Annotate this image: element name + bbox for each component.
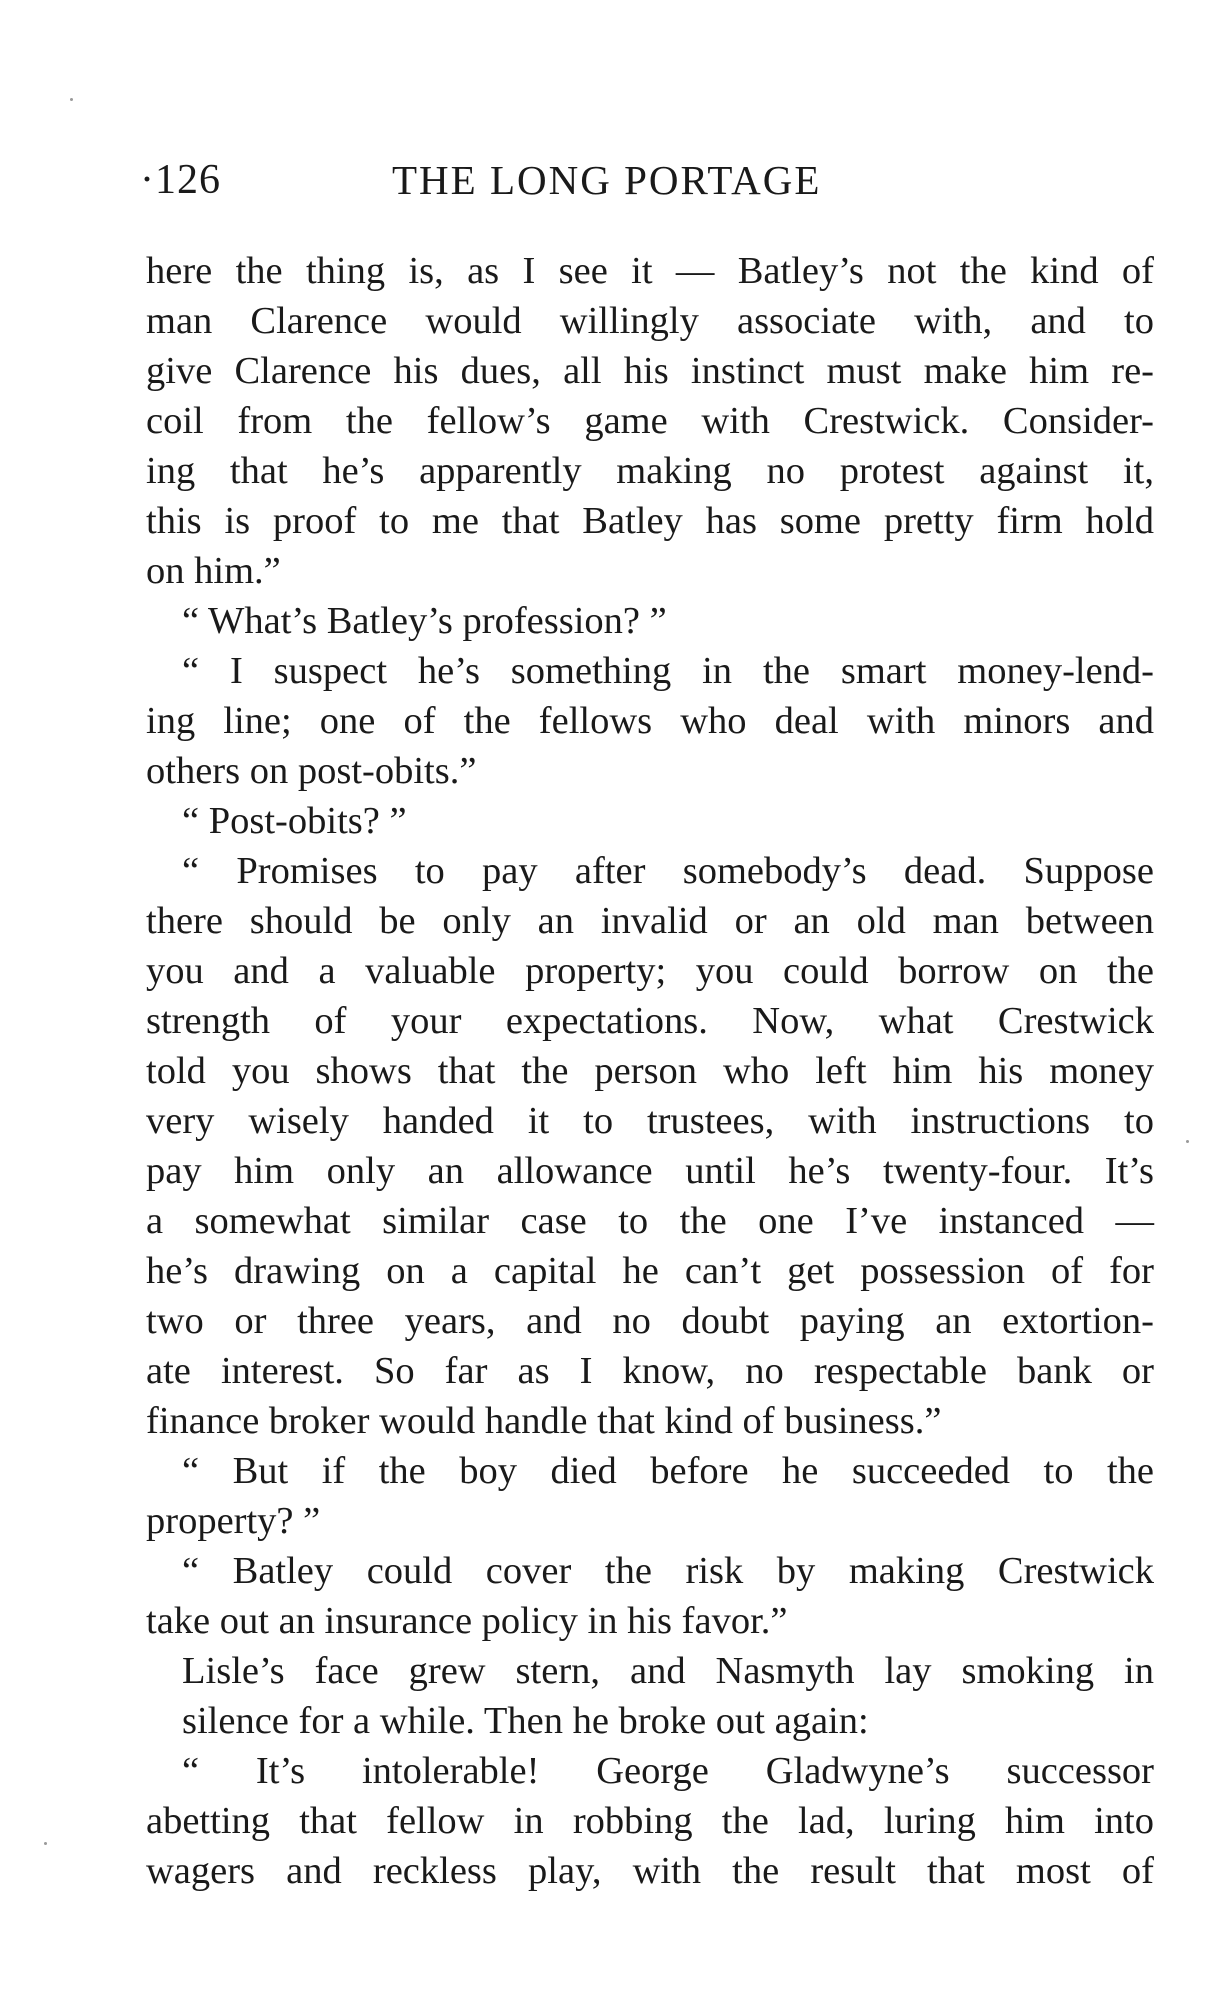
text-line: there should be only an invalid or an old man between [146,900,1154,942]
text-line: this is proof to me that Batley has some pretty firm hold [146,500,1154,542]
text-line: told you shows that the person who left him his money [146,1050,1154,1092]
text-line: man Clarence would willingly associate with, and to [146,300,1154,342]
text-line: ing line; one of the fellows who deal with minors and [146,700,1154,742]
text-line: pay him only an allowance until he’s twenty-four. It’s [146,1150,1154,1192]
paper-speck [1186,1140,1189,1143]
text-line: finance broker would handle that kind of business.” [146,1400,942,1442]
text-line: silence for a while. Then he broke out again: [182,1700,869,1742]
text-line: others on post-obits.” [146,750,477,792]
running-head [140,150,1150,210]
text-line: very wisely handed it to trustees, with instructions to [146,1100,1154,1142]
text-line: ate interest. So far as I know, no respectable bank or [146,1350,1154,1392]
text-line: abetting that fellow in robbing the lad, luring him into [146,1800,1154,1842]
text-line: coil from the fellow’s game with Crestwick. Consider- [146,400,1154,442]
text-line: “ What’s Batley’s profession? ” [182,600,667,642]
text-line: two or three years, and no doubt paying an extortion- [146,1300,1154,1342]
text-line: strength of your expectations. Now, what Crestwick [146,1000,1154,1042]
text-line: you and a valuable property; you could borrow on the [146,950,1154,992]
text-line: he’s drawing on a capital he can’t get possession of for [146,1250,1154,1292]
text-line: give Clarence his dues, all his instinct must make him re- [146,350,1154,392]
text-line: on him.” [146,550,281,592]
text-line: “ Post-obits? ” [182,800,407,842]
text-line: “ Promises to pay after somebody’s dead. Suppose [182,850,1154,892]
text-line: “ Batley could cover the risk by making Crestwick [182,1550,1154,1592]
page-number: ·126 [140,157,221,203]
text-line: property? ” [146,1500,321,1542]
running-title: THE LONG PORTAGE [392,157,822,203]
text-line: “ But if the boy died before he succeeded to the [182,1450,1154,1492]
text-line: “ I suspect he’s something in the smart money-lend- [182,650,1154,692]
body-text [146,246,1154,1896]
paper-speck [70,98,73,101]
text-line: a somewhat similar case to the one I’ve instanced — [146,1200,1154,1242]
paper-speck [44,1842,47,1845]
text-line: take out an insurance policy in his favor.” [146,1600,788,1642]
text-line: ing that he’s apparently making no protest against it, [146,450,1154,492]
text-line: Lisle’s face grew stern, and Nasmyth lay smoking in [182,1650,1154,1692]
text-line: here the thing is, as I see it — Batley’s not the kind of [146,250,1154,292]
text-line: wagers and reckless play, with the result that most of [146,1850,1154,1892]
text-line: “ It’s intolerable! George Gladwyne’s successor [182,1750,1154,1792]
